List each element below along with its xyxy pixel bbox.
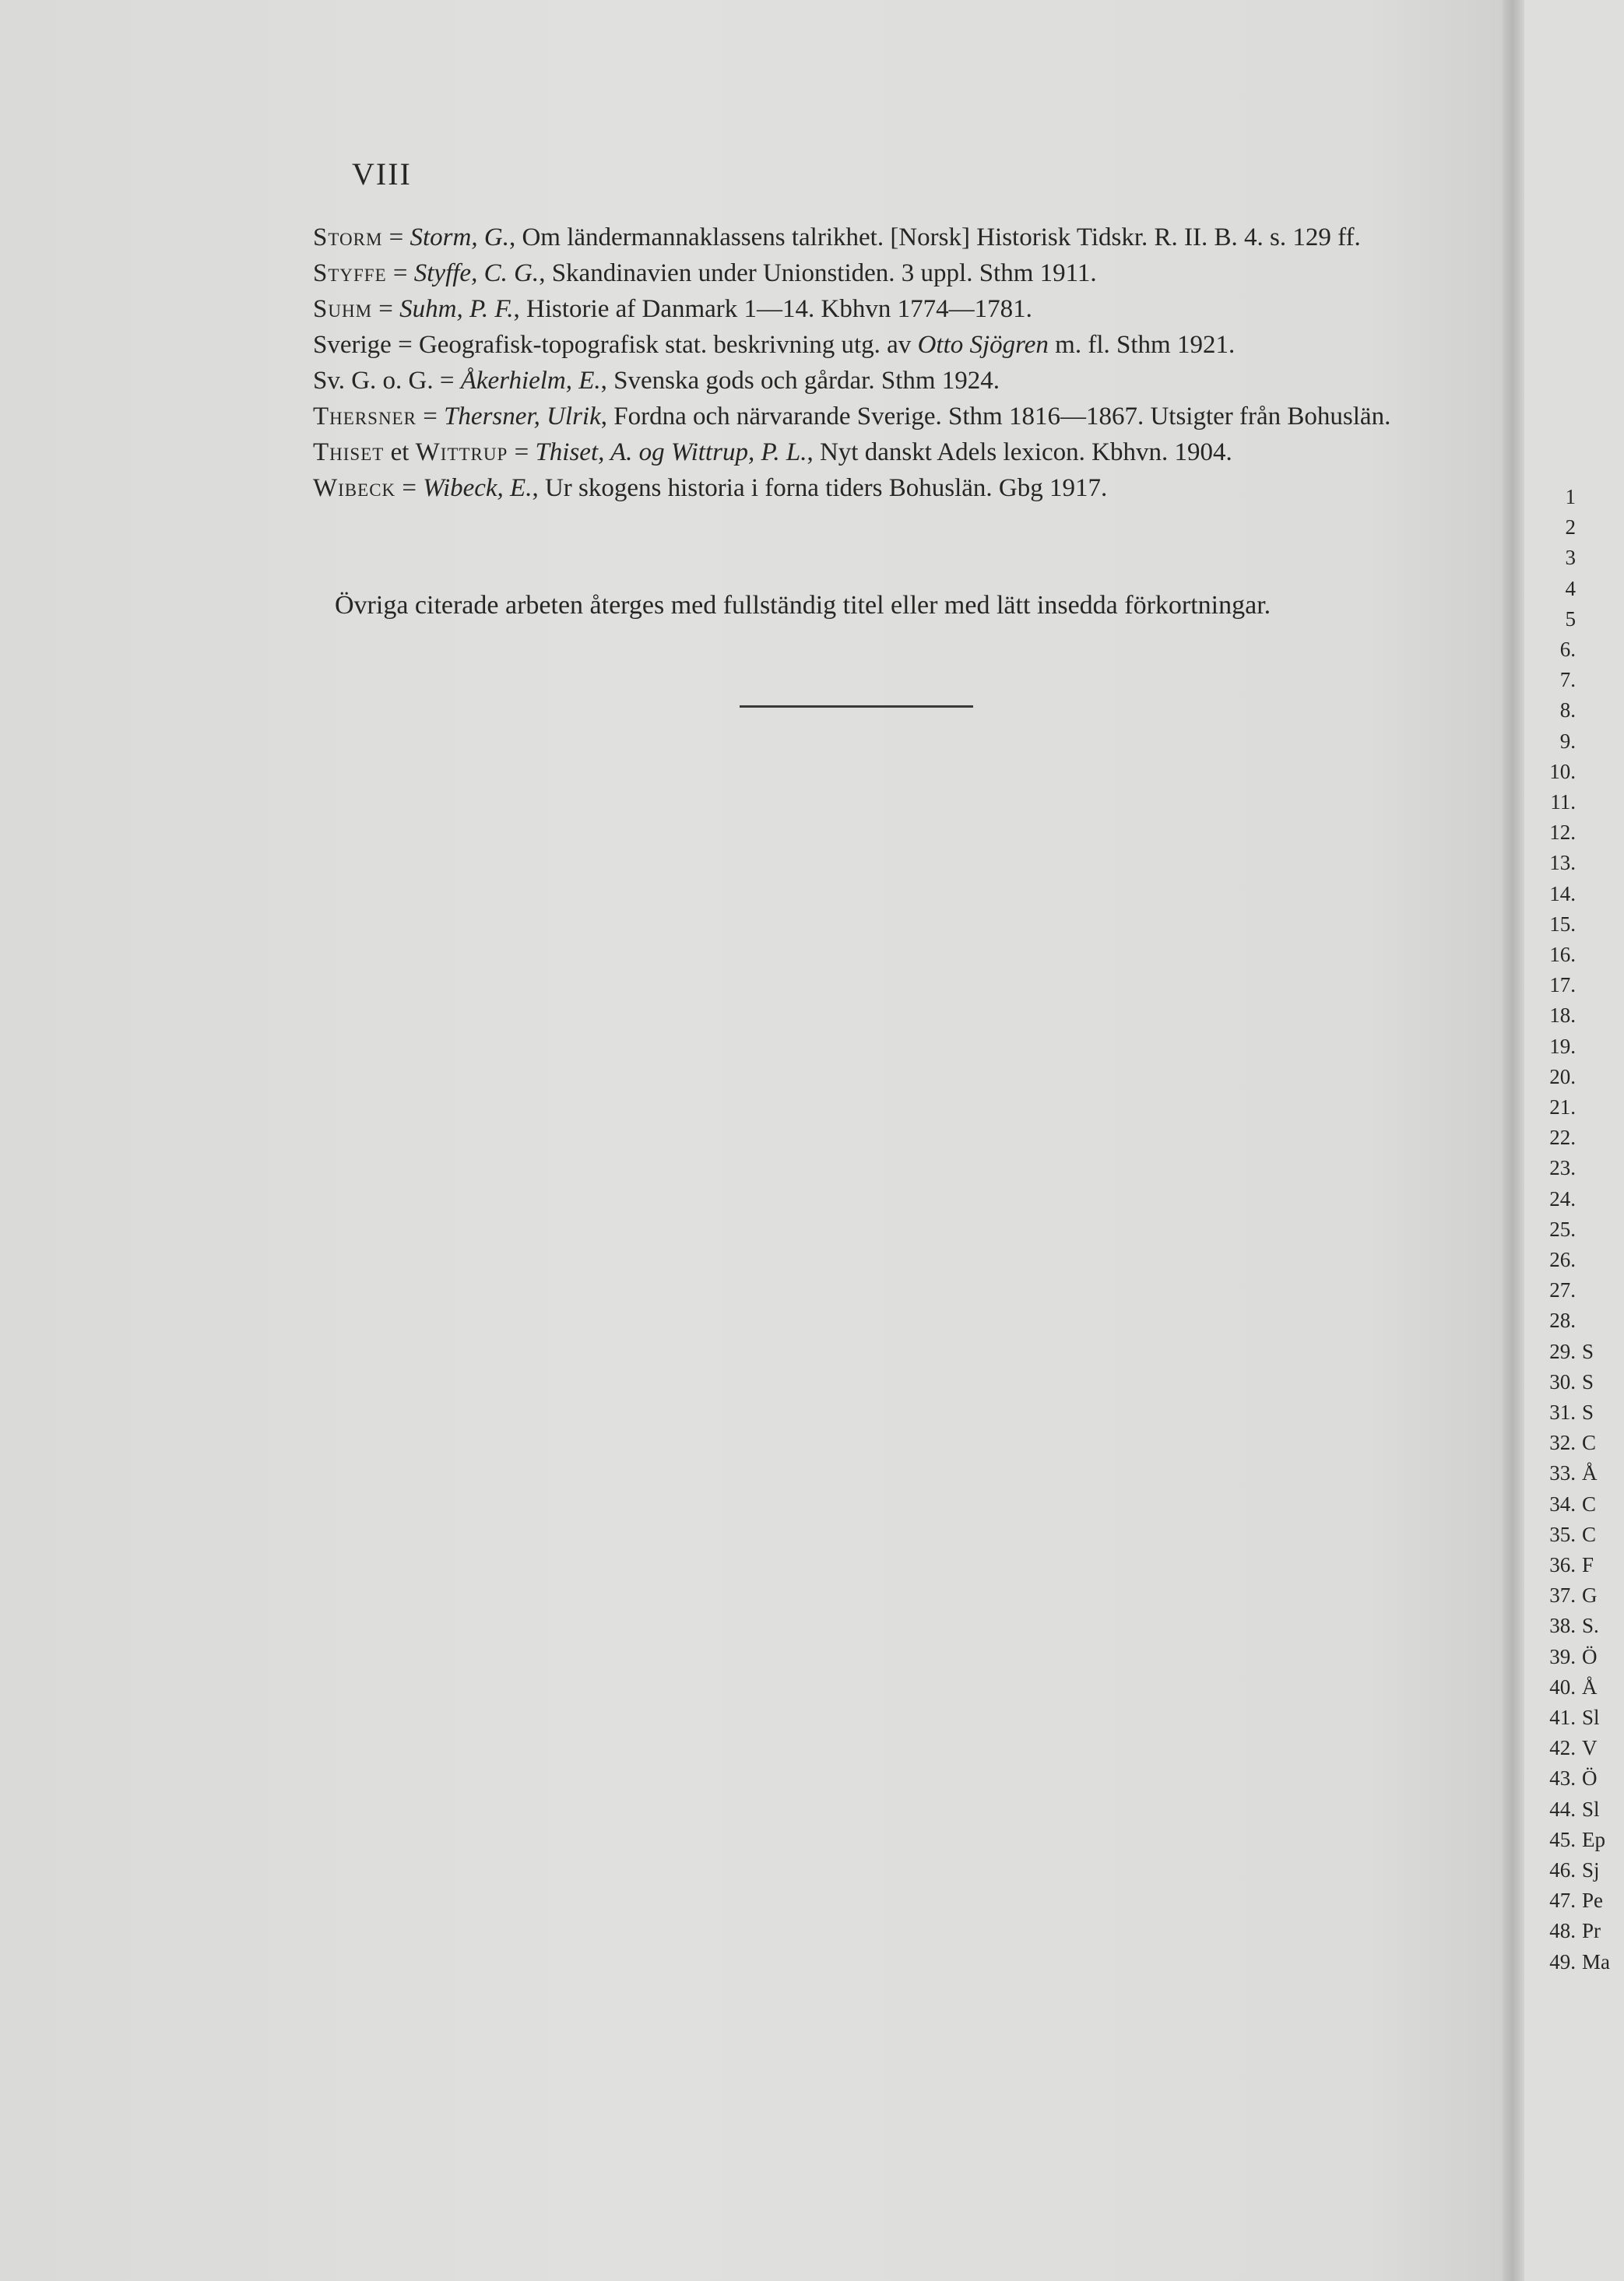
entry-author: Thiset, A. og Wittrup, P. L. bbox=[535, 438, 807, 466]
entry-text: , Svenska gods och gårdar. Sthm 1924. bbox=[600, 367, 1000, 395]
entry-text: , Historie af Danmark 1—14. Kbhvn 1774—1781. bbox=[513, 295, 1032, 323]
abbreviation-entry bbox=[313, 434, 1450, 470]
adjacent-list-number: 32. bbox=[1549, 1431, 1576, 1455]
adjacent-list-item bbox=[1527, 483, 1624, 511]
adjacent-list-number: 41. bbox=[1549, 1706, 1576, 1729]
adjacent-list-number: 2 bbox=[1565, 515, 1576, 539]
entry-sep: = bbox=[395, 474, 424, 502]
entry-abbr: Sv. G. o. G. bbox=[313, 367, 434, 395]
adjacent-list-number: 23. bbox=[1549, 1156, 1576, 1180]
adjacent-list-number: 17. bbox=[1549, 973, 1576, 997]
adjacent-list-item bbox=[1527, 1611, 1624, 1640]
adjacent-list-fragment: F bbox=[1582, 1553, 1594, 1576]
adjacent-list-number: 29. bbox=[1549, 1339, 1576, 1363]
page-number: VIII bbox=[352, 156, 412, 192]
adjacent-list-item bbox=[1527, 1306, 1624, 1334]
adjacent-list-number: 21. bbox=[1549, 1095, 1576, 1119]
adjacent-list-fragment: C bbox=[1582, 1522, 1597, 1546]
adjacent-list-item bbox=[1527, 1123, 1624, 1151]
adjacent-list-number: 38. bbox=[1549, 1614, 1576, 1638]
adjacent-list-fragment: C bbox=[1582, 1431, 1597, 1455]
adjacent-list-number: 44. bbox=[1549, 1797, 1576, 1821]
adjacent-list-number: 18. bbox=[1549, 1003, 1576, 1028]
adjacent-list-number: 40. bbox=[1549, 1675, 1576, 1699]
adjacent-list-item bbox=[1527, 543, 1624, 571]
adjacent-list-item bbox=[1527, 1429, 1624, 1457]
adjacent-list-number: 13. bbox=[1549, 851, 1576, 875]
abbreviation-entry bbox=[313, 470, 1450, 506]
entry-sep: = bbox=[391, 331, 419, 359]
adjacent-list-item bbox=[1527, 1948, 1624, 1976]
entry-author: Styffe, C. G. bbox=[413, 259, 540, 287]
adjacent-list-fragment: G bbox=[1582, 1583, 1598, 1608]
entry-abbr: Sverige bbox=[313, 331, 392, 359]
entry-sep: = bbox=[382, 223, 410, 251]
section-rule bbox=[740, 705, 973, 708]
entry-text: , Ur skogens historia i forna tiders Bohuslän. Gbg 1917. bbox=[532, 474, 1108, 502]
adjacent-list-number: 39. bbox=[1549, 1644, 1576, 1668]
adjacent-list-fragment: Ö bbox=[1582, 1644, 1598, 1668]
adjacent-list-fragment: S bbox=[1582, 1369, 1594, 1394]
abbreviation-entry bbox=[313, 363, 1450, 399]
entry-text: et bbox=[384, 438, 416, 466]
adjacent-list-fragment: S. bbox=[1582, 1614, 1599, 1638]
adjacent-list-number: 35. bbox=[1549, 1522, 1576, 1546]
adjacent-list-number: 7. bbox=[1559, 668, 1576, 692]
adjacent-list-item bbox=[1527, 575, 1624, 603]
adjacent-list-item bbox=[1527, 1063, 1624, 1091]
adjacent-list-number: 27. bbox=[1549, 1278, 1576, 1302]
adjacent-list-item bbox=[1527, 1001, 1624, 1029]
abbreviation-entry bbox=[313, 327, 1450, 363]
entry-abbr: Styffe bbox=[313, 259, 387, 287]
entry-text: , Nyt danskt Adels lexicon. Kbhvn. 1904. bbox=[807, 438, 1232, 466]
adjacent-list-number: 49. bbox=[1549, 1949, 1576, 1973]
adjacent-list-item bbox=[1527, 971, 1624, 999]
adjacent-list-fragment: Sl bbox=[1582, 1706, 1600, 1729]
adjacent-list-number: 4 bbox=[1565, 576, 1576, 600]
entry-author: Storm, G. bbox=[410, 223, 509, 251]
adjacent-list-item bbox=[1527, 880, 1624, 908]
adjacent-list-item bbox=[1527, 1490, 1624, 1518]
entry-abbr: Suhm bbox=[313, 295, 373, 323]
adjacent-list-number: 28. bbox=[1549, 1309, 1576, 1333]
adjacent-list-fragment: Ep bbox=[1582, 1827, 1605, 1851]
adjacent-list-item bbox=[1527, 1673, 1624, 1701]
adjacent-list-number: 8. bbox=[1559, 698, 1576, 722]
adjacent-list-item bbox=[1527, 1368, 1624, 1396]
adjacent-list-item bbox=[1527, 1398, 1624, 1426]
adjacent-list-number: 3 bbox=[1565, 546, 1576, 570]
adjacent-list-item bbox=[1527, 666, 1624, 694]
adjacent-list-item bbox=[1527, 727, 1624, 755]
abbreviation-entry bbox=[313, 220, 1450, 255]
adjacent-list-item bbox=[1527, 1520, 1624, 1548]
entry-sep: = bbox=[433, 367, 461, 395]
adjacent-list-item bbox=[1527, 1093, 1624, 1121]
adjacent-list-fragment: Pr bbox=[1582, 1919, 1601, 1943]
adjacent-list-number: 16. bbox=[1549, 943, 1576, 966]
adjacent-list-number: 24. bbox=[1549, 1186, 1576, 1211]
entry-abbr: Wibeck bbox=[313, 474, 396, 502]
adjacent-list-number: 45. bbox=[1549, 1827, 1576, 1851]
adjacent-list-item bbox=[1527, 1551, 1624, 1579]
adjacent-list-item bbox=[1527, 1154, 1624, 1182]
adjacent-list-number: 46. bbox=[1549, 1858, 1576, 1882]
adjacent-list-item bbox=[1527, 696, 1624, 724]
entry-text: , Om ländermannaklassens talrikhet. [Norsk] Historisk Tidskr. R. II. B. 4. s. 129 ff. bbox=[508, 223, 1361, 251]
adjacent-list-fragment: Ö bbox=[1582, 1766, 1598, 1791]
adjacent-list-number: 5 bbox=[1565, 606, 1576, 631]
entry-author: Åkerhielm, E. bbox=[460, 367, 601, 395]
entry-author: Thersner, Ulrik bbox=[444, 402, 601, 431]
adjacent-list-number: 48. bbox=[1549, 1919, 1576, 1943]
adjacent-list-item bbox=[1527, 818, 1624, 846]
adjacent-list-item bbox=[1527, 1032, 1624, 1060]
adjacent-list-item bbox=[1527, 940, 1624, 968]
adjacent-list-number: 33. bbox=[1549, 1461, 1576, 1485]
adjacent-list-number: 12. bbox=[1549, 821, 1576, 845]
entry-text: Geografisk-topografisk stat. beskrivning utg. av bbox=[418, 331, 918, 359]
adjacent-list-number: 43. bbox=[1549, 1766, 1576, 1791]
adjacent-list-item bbox=[1527, 757, 1624, 786]
closing-note: Övriga citerade arbeten återges med fullständig titel eller med lätt insedda förkortningar. bbox=[335, 591, 1271, 620]
adjacent-list-item bbox=[1527, 513, 1624, 541]
entry-sep: = bbox=[372, 295, 400, 323]
adjacent-list-fragment: S bbox=[1582, 1401, 1594, 1424]
adjacent-list-fragment: Pe bbox=[1582, 1889, 1603, 1913]
adjacent-list-number: 20. bbox=[1549, 1064, 1576, 1088]
adjacent-list-item bbox=[1527, 1764, 1624, 1792]
adjacent-list-item bbox=[1527, 1703, 1624, 1731]
adjacent-list-number: 15. bbox=[1549, 912, 1576, 936]
entry-abbr: Thiset bbox=[313, 438, 385, 466]
adjacent-list-item bbox=[1527, 605, 1624, 633]
adjacent-list-item bbox=[1527, 849, 1624, 877]
adjacent-list-item bbox=[1527, 788, 1624, 816]
adjacent-list-number: 47. bbox=[1549, 1889, 1576, 1913]
adjacent-list-number: 37. bbox=[1549, 1583, 1576, 1608]
entry-abbr: Wittrup bbox=[415, 438, 508, 466]
entry-text: , Fordna och närvarande Sverige. Sthm 1816—1867. Utsigter från Bohuslän. bbox=[600, 402, 1391, 431]
adjacent-list-fragment: Sj bbox=[1582, 1858, 1600, 1882]
abbreviation-entry bbox=[313, 399, 1450, 434]
adjacent-list-item bbox=[1527, 910, 1624, 938]
adjacent-list-number: 14. bbox=[1549, 881, 1576, 905]
abbreviation-entry bbox=[313, 255, 1450, 291]
book-gutter bbox=[1503, 0, 1524, 2281]
adjacent-list-number: 26. bbox=[1549, 1248, 1576, 1271]
abbreviation-list bbox=[313, 220, 1450, 506]
adjacent-list-number: 42. bbox=[1549, 1736, 1576, 1760]
adjacent-list-item bbox=[1527, 1795, 1624, 1823]
entry-abbr: Thersner bbox=[313, 402, 417, 431]
entry-sep: = bbox=[416, 402, 445, 431]
entry-text: , Skandinavien under Unionstiden. 3 uppl. Sthm 1911. bbox=[539, 259, 1097, 287]
adjacent-list-number: 11. bbox=[1550, 790, 1576, 814]
adjacent-list-item bbox=[1527, 1246, 1624, 1274]
adjacent-list-item bbox=[1527, 1886, 1624, 1914]
adjacent-list-item bbox=[1527, 1581, 1624, 1609]
adjacent-list-number: 22. bbox=[1549, 1126, 1576, 1150]
entry-abbr: Storm bbox=[313, 223, 383, 251]
entry-author: Otto Sjögren bbox=[917, 331, 1049, 359]
adjacent-list-number: 34. bbox=[1549, 1492, 1576, 1516]
adjacent-list-item bbox=[1527, 1276, 1624, 1304]
adjacent-list-number: 6. bbox=[1559, 638, 1576, 661]
adjacent-list-fragment: V bbox=[1582, 1736, 1598, 1760]
adjacent-list-number: 31. bbox=[1549, 1401, 1576, 1424]
entry-author: Wibeck, E. bbox=[423, 474, 533, 502]
adjacent-list-fragment: S bbox=[1582, 1339, 1594, 1363]
abbreviation-entry bbox=[313, 291, 1450, 327]
adjacent-list-item bbox=[1527, 635, 1624, 663]
entry-text: m. fl. Sthm 1921. bbox=[1048, 331, 1236, 359]
adjacent-list-item bbox=[1527, 1917, 1624, 1945]
adjacent-list-fragment: Å bbox=[1582, 1675, 1598, 1699]
entry-author: Suhm, P. F. bbox=[399, 295, 514, 323]
adjacent-list-number: 10. bbox=[1549, 759, 1576, 783]
adjacent-list-item bbox=[1527, 1185, 1624, 1213]
adjacent-list-fragment: C bbox=[1582, 1492, 1597, 1516]
entry-sep: = bbox=[508, 438, 536, 466]
adjacent-list-number: 36. bbox=[1549, 1553, 1576, 1576]
adjacent-list-number: 1 bbox=[1565, 485, 1576, 508]
adjacent-list-item bbox=[1527, 1856, 1624, 1884]
adjacent-list-fragment: Sl bbox=[1582, 1797, 1600, 1821]
adjacent-list-item bbox=[1527, 1215, 1624, 1243]
adjacent-list-number: 25. bbox=[1549, 1217, 1576, 1241]
adjacent-list-fragment: Å bbox=[1582, 1461, 1598, 1485]
adjacent-list-fragment: Ma bbox=[1582, 1949, 1610, 1973]
adjacent-list-item bbox=[1527, 1643, 1624, 1671]
adjacent-list-item bbox=[1527, 1734, 1624, 1762]
adjacent-list-item bbox=[1527, 1826, 1624, 1854]
entry-sep: = bbox=[386, 259, 414, 287]
adjacent-list-number: 30. bbox=[1549, 1369, 1576, 1394]
adjacent-list-item bbox=[1527, 1459, 1624, 1487]
adjacent-list-number: 9. bbox=[1559, 729, 1576, 753]
adjacent-list-item bbox=[1527, 1337, 1624, 1365]
adjacent-list-number: 19. bbox=[1549, 1034, 1576, 1058]
